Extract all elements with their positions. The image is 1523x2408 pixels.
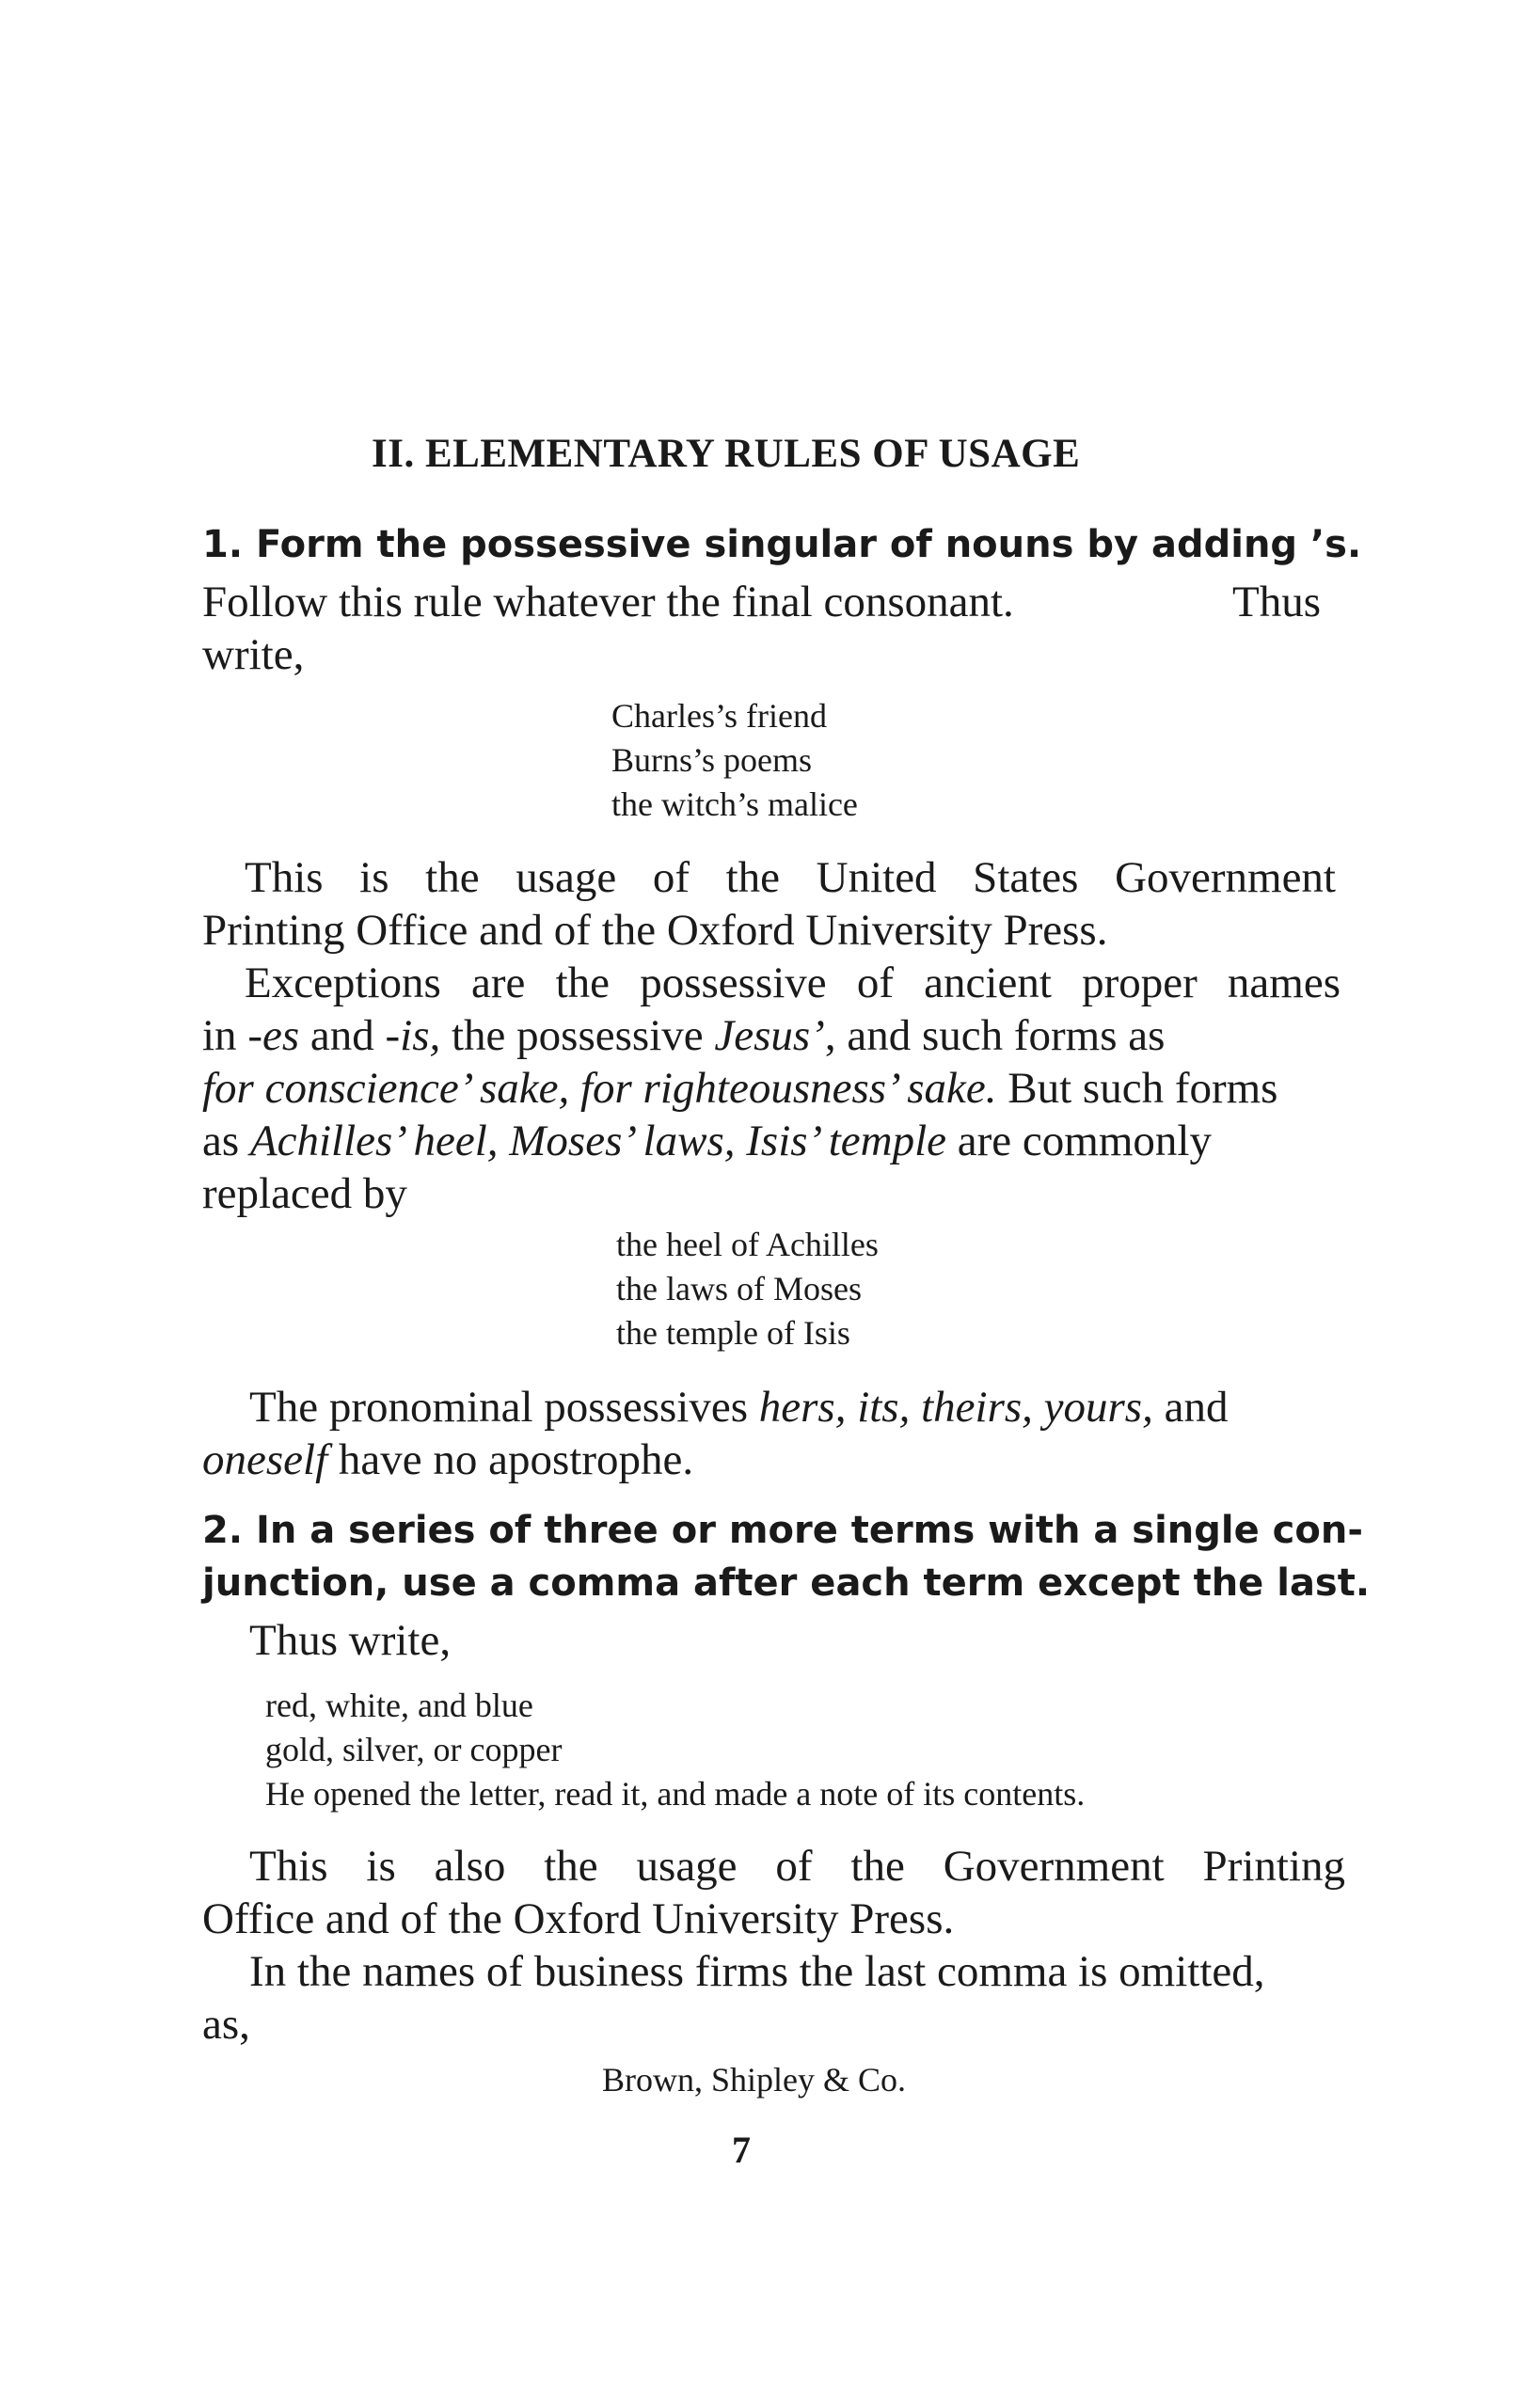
paragraph-line [202, 1434, 693, 1486]
text-span: have no apostrophe. [327, 1435, 694, 1484]
paragraph-line: This is also the usage of the Government Printing [249, 1842, 1345, 1891]
text-span: are commonly [946, 1117, 1212, 1165]
example-line: the laws of Moses [616, 1270, 862, 1307]
paragraph-line: Exceptions are the possessive of ancient proper names [245, 958, 1341, 1007]
text-span: as [202, 1117, 250, 1165]
text-span: in [202, 1011, 248, 1060]
text-span: The pronominal possessives [249, 1383, 759, 1432]
section-heading: II. ELEMENTARY RULES OF USAGE [372, 432, 1081, 476]
example-line: Brown, Shipley & Co. [602, 2061, 907, 2099]
example-line: the heel of Achilles [616, 1226, 879, 1263]
text-span: But such forms [996, 1064, 1278, 1113]
italic-span: for conscience’ sake, for righteousness’ sake. [202, 1064, 997, 1113]
example-line: He opened the letter, read it, and made a note of its contents. [265, 1775, 1086, 1813]
example-line: Burns’s poems [611, 741, 813, 779]
italic-span: hers, its, theirs, yours, [758, 1383, 1153, 1432]
italic-span: -is, [385, 1011, 441, 1060]
paragraph-line: Thus write, [249, 1616, 452, 1665]
italic-span: Achilles’ heel, Moses’ laws, Isis’ temple [249, 1117, 947, 1165]
rule-1-text-line-end: Thus [1232, 578, 1321, 626]
paragraph-line: Office and of the Oxford University Press. [202, 1894, 955, 1943]
paragraph-line: In the names of business firms the last comma is omitted, [249, 1947, 1265, 1996]
paragraph-line: as, [202, 2000, 250, 2049]
text-span: and [299, 1011, 386, 1060]
example-line: red, white, and blue [265, 1687, 533, 1724]
italic-span: -es [247, 1011, 300, 1060]
rule-2-statement: junction, use a comma after each term except the last. [202, 1561, 1371, 1605]
example-line: the witch’s malice [611, 785, 858, 823]
italic-span: oneself [202, 1435, 328, 1484]
paragraph-line [202, 1009, 1165, 1062]
paragraph-line: This is the usage of the United States Government [245, 853, 1336, 902]
rule-2-statement: 2. In a series of three or more terms with a single con- [202, 1509, 1363, 1552]
paragraph-line [249, 1381, 1228, 1434]
page-number: 7 [732, 2129, 751, 2171]
text-span: and [1152, 1383, 1229, 1432]
paragraph-line: Printing Office and of the Oxford University Press. [202, 906, 1108, 955]
italic-span: Jesus’ [714, 1011, 825, 1060]
rule-1-text-line: Follow this rule whatever the final consonant. [202, 578, 1014, 626]
paragraph-line: replaced by [202, 1169, 407, 1218]
text-span: , and such forms as [824, 1011, 1166, 1060]
rule-1-text-line: write, [202, 630, 305, 679]
paragraph-line [202, 1062, 1277, 1115]
example-line: the temple of Isis [616, 1314, 850, 1352]
rule-1-statement: 1. Form the possessive singular of nouns by adding ’s. [202, 523, 1362, 566]
example-line: gold, silver, or copper [265, 1731, 563, 1768]
text-span: the possessive [440, 1011, 715, 1060]
example-line: Charles’s friend [611, 697, 827, 735]
paragraph-line [202, 1115, 1212, 1167]
